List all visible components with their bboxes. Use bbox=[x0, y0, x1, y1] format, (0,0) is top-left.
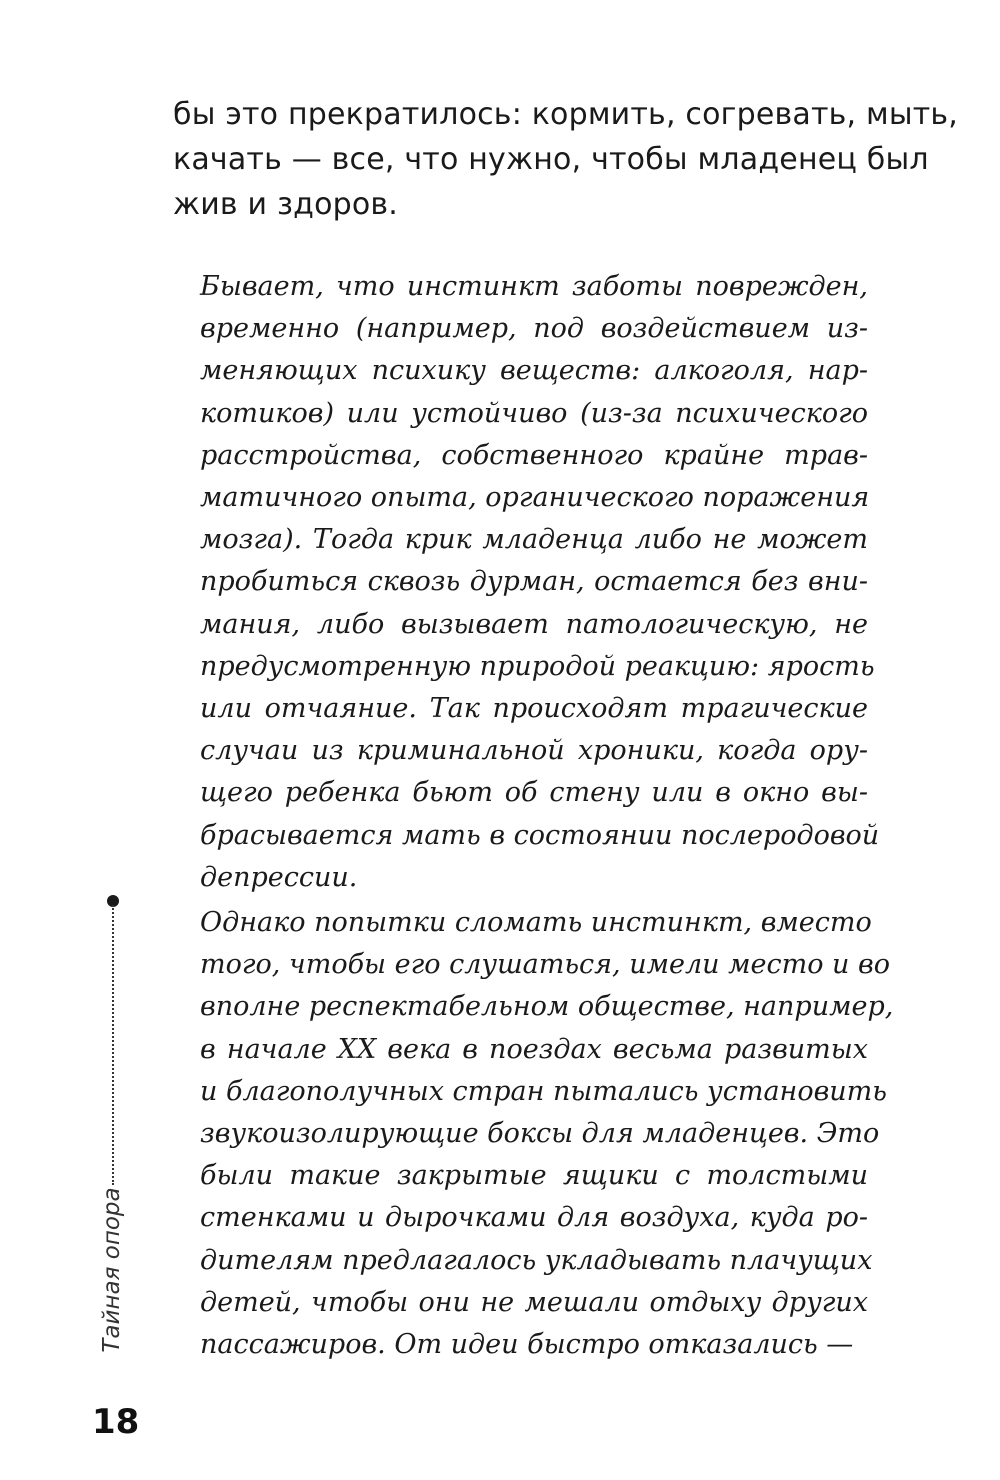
text-line: в начале XX века в поездах весьма развитых bbox=[200, 1033, 868, 1065]
text-line: пассажиров. От идеи быстро отказались — bbox=[200, 1329, 854, 1361]
text-line: матичного опыта, органического поражения bbox=[200, 482, 870, 514]
text-line: пробиться сквозь дурман, остается без вни- bbox=[200, 566, 868, 598]
text-line: качать — все, что нужно, чтобы младенец был bbox=[173, 142, 929, 177]
text-line: вполне респектабельном обществе, например, bbox=[200, 991, 894, 1023]
text-line: дителям предлагалось укладывать плачущих bbox=[200, 1244, 873, 1276]
italic-paragraph-2 bbox=[200, 902, 894, 1366]
text-line: Однако попытки сломать инстинкт, вместо bbox=[200, 907, 872, 939]
text-line: Бывает, что инстинкт заботы поврежден, bbox=[200, 271, 868, 302]
text-line: или отчаяние. Так происходят трагические bbox=[200, 693, 868, 725]
text-line: и благополучных стран пытались установить bbox=[200, 1075, 887, 1107]
text-line: мания, либо вызывает патологическую, не bbox=[200, 608, 868, 640]
text-line: того, чтобы его слушаться, имели место и во bbox=[200, 949, 890, 981]
text-line: мозга). Тогда крик младенца либо не может bbox=[200, 524, 868, 556]
text-line: депрессии. bbox=[200, 861, 358, 893]
italic-insert bbox=[200, 266, 894, 1366]
running-book-title: Тайная опора bbox=[99, 1187, 125, 1353]
page-number: 18 bbox=[92, 1402, 140, 1442]
paragraph-top bbox=[173, 92, 959, 227]
text-line: стенками и дырочками для воздуха, куда ро- bbox=[200, 1202, 868, 1234]
text-line: были такие закрытые ящики с толстыми bbox=[200, 1160, 868, 1192]
italic-paragraph-1 bbox=[200, 266, 880, 899]
text-line: бы это прекратилось: кормить, согревать, мыть, bbox=[173, 97, 959, 132]
text-line: меняющих психику веществ: алкоголя, нар- bbox=[200, 355, 868, 387]
side-dotted-rule bbox=[112, 905, 114, 1185]
text-line: случаи из криминальной хроники, когда ору- bbox=[200, 735, 868, 767]
text-line: котиков) или устойчиво (из-за психического bbox=[200, 397, 868, 429]
text-line: временно (например, под воздействием из- bbox=[200, 313, 868, 345]
text-line: брасывается мать в состоянии послеродовой bbox=[200, 819, 880, 851]
text-line: звукоизолирующие боксы для младенцев. Это bbox=[200, 1118, 880, 1150]
text-line: щего ребенка бьют об стену или в окно вы- bbox=[200, 777, 868, 809]
text-line: расстройства, собственного крайне трав- bbox=[200, 439, 868, 471]
text-line: жив и здоров. bbox=[173, 187, 399, 222]
text-line: предусмотренную природой реакцию: ярость bbox=[200, 650, 875, 682]
text-line: детей, чтобы они не мешали отдыху других bbox=[200, 1286, 868, 1318]
